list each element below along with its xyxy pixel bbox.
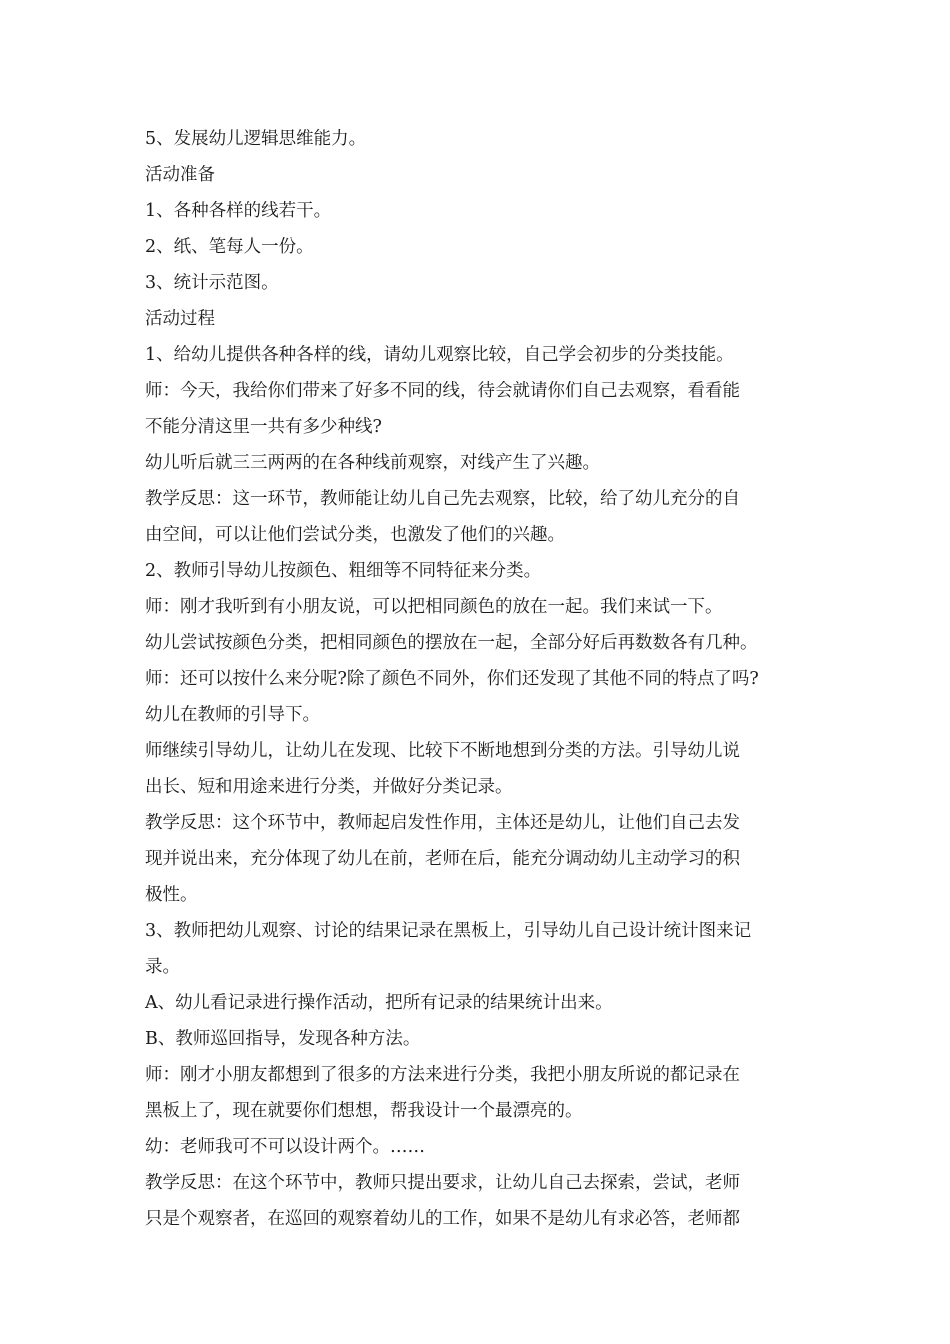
text-line: 只是个观察者，在巡回的观察着幼儿的工作，如果不是幼儿有求必答，老师都	[145, 1209, 740, 1229]
text-line: 师继续引导幼儿，让幼儿在发现、比较下不断地想到分类的方法。引导幼儿说	[145, 741, 740, 761]
text-line: 师：今天，我给你们带来了好多不同的线，待会就请你们自己去观察，看看能	[145, 381, 740, 401]
text-line: 幼儿听后就三三两两的在各种线前观察，对线产生了兴趣。	[145, 453, 600, 473]
text-line: 3、教师把幼儿观察、讨论的结果记录在黑板上，引导幼儿自己设计统计图来记	[145, 921, 752, 941]
text-line: 幼儿尝试按颜色分类，把相同颜色的摆放在一起，全部分好后再数数各有几种。	[145, 633, 758, 653]
text-line: 教学反思：这一环节，教师能让幼儿自己先去观察，比较，给了幼儿充分的自	[145, 489, 740, 509]
text-line: 2、教师引导幼儿按颜色、粗细等不同特征来分类。	[145, 561, 542, 581]
text-line: 师：还可以按什么来分呢?除了颜色不同外，你们还发现了其他不同的特点了吗?	[145, 669, 759, 689]
text-line: 1、给幼儿提供各种各样的线，请幼儿观察比较，自己学会初步的分类技能。	[145, 345, 734, 365]
text-line: 教学反思：这个环节中，教师起启发性作用，主体还是幼儿，让他们自己去发	[145, 813, 740, 833]
section-heading: 活动准备	[145, 165, 215, 185]
text-line: 幼儿在教师的引导下。	[145, 705, 320, 725]
text-line: 3、统计示范图。	[145, 273, 279, 293]
text-line: 出长、短和用途来进行分类，并做好分类记录。	[145, 777, 513, 797]
text-line: 师：刚才我听到有小朋友说，可以把相同颜色的放在一起。我们来试一下。	[145, 597, 723, 617]
text-line: B、教师巡回指导，发现各种方法。	[145, 1029, 421, 1049]
text-line: 师：刚才小朋友都想到了很多的方法来进行分类，我把小朋友所说的都记录在	[145, 1065, 740, 1085]
text-line: 录。	[145, 957, 180, 977]
section-heading: 活动过程	[145, 309, 215, 329]
text-line: 1、各种各样的线若干。	[145, 201, 332, 221]
text-line: 5、发展幼儿逻辑思维能力。	[145, 129, 367, 149]
document-page	[145, 121, 817, 1237]
text-line: 由空间，可以让他们尝试分类，也激发了他们的兴趣。	[145, 525, 565, 545]
text-line: 幼：老师我可不可以设计两个。……	[145, 1137, 425, 1157]
text-line: 教学反思：在这个环节中，教师只提出要求，让幼儿自己去探索，尝试，老师	[145, 1173, 740, 1193]
text-line: 极性。	[145, 885, 198, 905]
text-line: A、幼儿看记录进行操作活动，把所有记录的结果统计出来。	[145, 993, 613, 1013]
text-line: 不能分清这里一共有多少种线?	[145, 417, 382, 437]
text-line: 2、纸、笔每人一份。	[145, 237, 314, 257]
text-line: 黑板上了，现在就要你们想想，帮我设计一个最漂亮的。	[145, 1101, 583, 1121]
text-line: 现并说出来，充分体现了幼儿在前，老师在后，能充分调动幼儿主动学习的积	[145, 849, 740, 869]
